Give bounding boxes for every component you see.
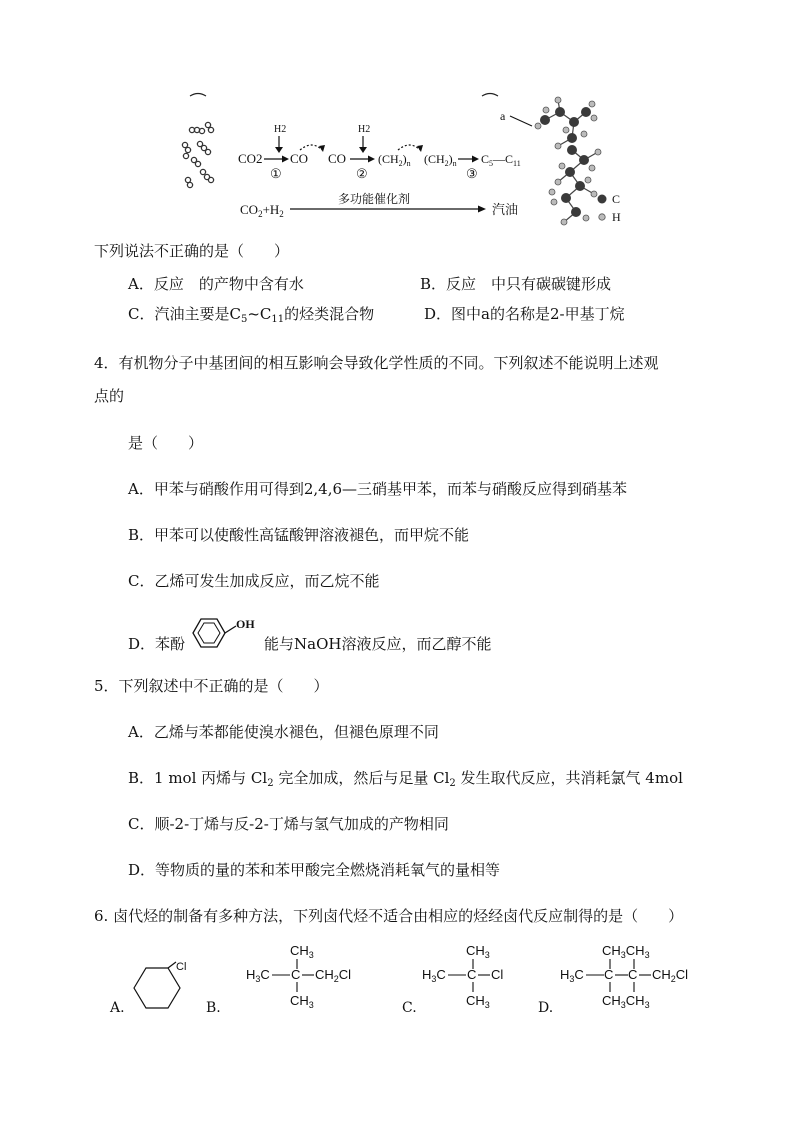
phenol-oh-label: OH [236, 617, 255, 631]
q4-option-d-prefix: D．苯酚 [128, 635, 186, 653]
marker-a: a [500, 109, 506, 123]
q6-label-b: B. [206, 1000, 221, 1016]
structure-c [418, 942, 518, 1012]
q6-stem: 6. 卤代烃的制备有多种方法，下列卤代烃不适合由相应的烃经卤代反应制得的是（ ） [94, 907, 684, 925]
q3-c-text-2: ~C [247, 305, 272, 323]
q4-option-b: B．甲苯可以使酸性高锰酸钾溶液褪色，而甲烷不能 [128, 526, 470, 544]
q6-d-left: $H_3C$ [560, 967, 584, 984]
co2-label: CO2 [238, 151, 263, 166]
chlorocyclohexane-structure [128, 958, 198, 1020]
q3-stem: 下列说法不正确的是（ ） [94, 242, 290, 260]
q4-stem-line-2: 点的 [94, 387, 125, 405]
svg-text:C: C [628, 967, 638, 982]
q6-d-bottom: $CH_3CH_3$ [602, 993, 650, 1010]
q5-b-text-1: B．1 mol 丙烯与 Cl [128, 769, 268, 787]
step-1-label: ① [270, 166, 282, 181]
co2-h2-label: $CO_2+H_2$ [240, 202, 284, 219]
catalyst-label: 多功能催化剂 [338, 192, 411, 206]
q5-option-d: D．等物质的量的苯和苯甲酸完全燃烧消耗氧气的量相等 [128, 861, 501, 879]
q4-stem-line-3: 是（ ） [128, 434, 204, 452]
step-2-label: ② [356, 166, 368, 181]
h2-label-2: H2 [358, 124, 371, 135]
q4-option-d-text: 能与NaOH溶液反应，而乙醇不能 [264, 635, 492, 653]
structure-d [558, 942, 708, 1012]
q5-b-text-2: 完全加成，然后与足量 Cl [273, 769, 450, 787]
q3-option-d: D．图中a的名称是2-甲基丁烷 [424, 305, 625, 323]
q3-c-sub-1: 5 [240, 314, 248, 325]
q4-option-c: C．乙烯可发生加成反应，而乙烷不能 [128, 572, 380, 590]
co-label-2: CO [328, 151, 347, 166]
phenol-structure-icon [184, 612, 264, 654]
co-label-1: CO [290, 151, 309, 166]
q3-option-a: A．反应 的产物中含有水 [128, 275, 304, 293]
q6-c-bottom: $CH_3$ [466, 993, 490, 1010]
q5-b-text-3: 发生取代反应，共消耗氯气 4mol [455, 769, 683, 787]
q6-b-right: $CH_2Cl$ [315, 967, 352, 984]
q5-option-b [128, 768, 683, 788]
q6-b-left: $H_3C$ [246, 967, 270, 984]
q3-c-text-3: 的烃类混合物 [284, 305, 375, 323]
q6-b-bottom: $CH_3$ [290, 993, 314, 1010]
q6-d-right: $CH_2Cl$ [652, 967, 689, 984]
svg-text:C: C [291, 967, 301, 982]
ch2n-label-2: $(CH_2)_n$ [424, 152, 457, 168]
c5-c11-label: $C_5—C_{11}$ [481, 152, 521, 168]
h2-label-1: H2 [274, 124, 287, 135]
q5-stem: 5．下列叙述中不正确的是（ ） [94, 677, 329, 695]
q6-c-left: $H_3C$ [422, 967, 446, 984]
q6-c-top: $CH_3$ [466, 943, 490, 960]
svg-text:C: C [604, 967, 614, 982]
q4-option-a: A．甲苯与硝酸作用可得到2,4,6—三硝基甲苯，而苯与硝酸反应得到硝基苯 [128, 480, 628, 498]
svg-text:C: C [467, 967, 477, 982]
q6-label-c: C. [402, 1000, 417, 1016]
legend-h-label: H [612, 210, 621, 224]
step-3-label: ③ [466, 166, 478, 181]
ch2n-label-1: $(CH_2)_n$ [378, 152, 411, 168]
q5-option-c: C．顺-2-丁烯与反-2-丁烯与氢气加成的产物相同 [128, 815, 449, 833]
q6-d-top: $CH_3CH_3$ [602, 943, 650, 960]
q6-c-right: Cl [491, 967, 504, 982]
legend-c-label: C [612, 192, 621, 206]
q3-c-sub-2: 11 [271, 314, 285, 325]
q6-label-a: A. [110, 1000, 125, 1016]
q5-b-sub-1: 2 [267, 778, 274, 789]
q6-a-cl-label: Cl [176, 961, 187, 973]
structure-b [240, 942, 362, 1012]
q6-b-top: $CH_3$ [290, 943, 314, 960]
reaction-scheme-figure [180, 90, 640, 232]
q5-option-a: A．乙烯与苯都能使溴水褪色，但褪色原理不同 [128, 723, 439, 741]
q3-option-b: B．反应 中只有碳碳键形成 [420, 275, 612, 293]
q4-stem-line-1: 4．有机物分子中基团间的相互影响会导致化学性质的不同。下列叙述不能说明上述观 [94, 354, 659, 372]
q3-c-text-1: C．汽油主要是C [128, 305, 241, 323]
hydrogen-legend-icon [599, 214, 605, 220]
co2-molecules-icon [182, 122, 213, 187]
q5-b-sub-2: 2 [449, 778, 456, 789]
q6-label-d: D. [538, 1000, 554, 1016]
gasoline-label: 汽油 [492, 202, 519, 217]
carbon-legend-icon [598, 195, 607, 204]
q3-option-c [128, 304, 374, 324]
